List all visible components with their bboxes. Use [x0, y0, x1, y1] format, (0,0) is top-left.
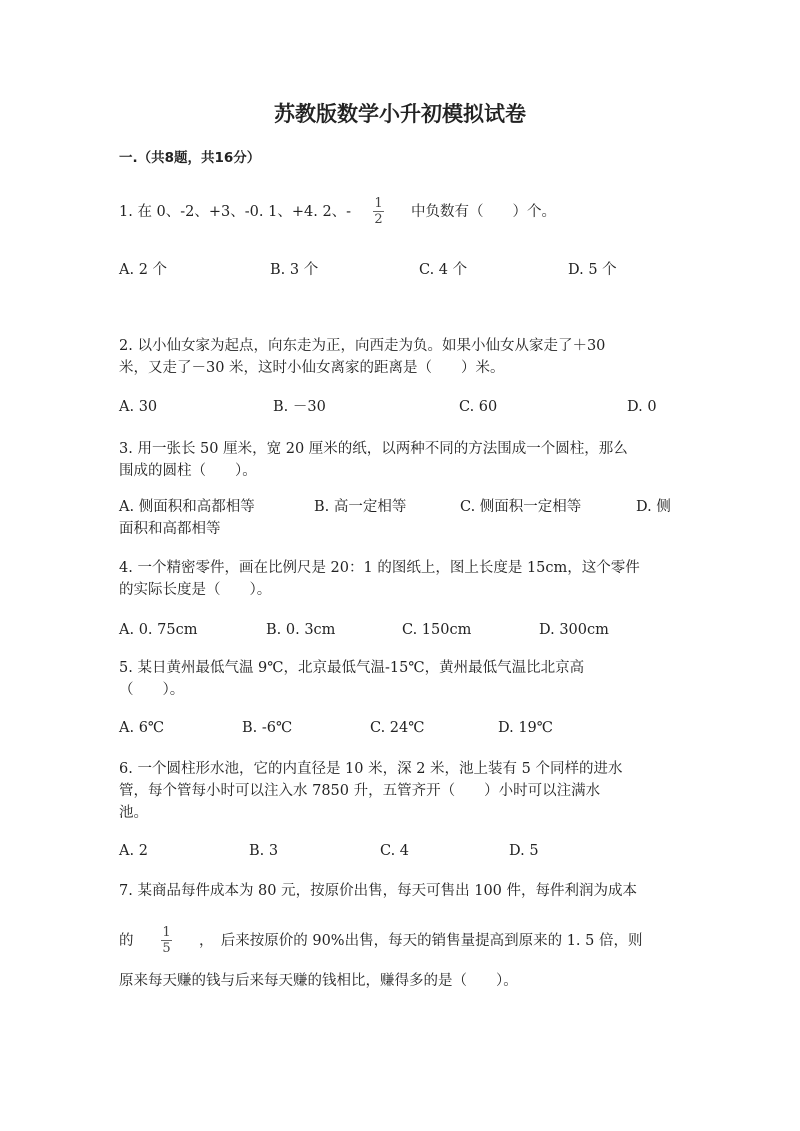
option-d[interactable]: D. 19℃ — [498, 720, 553, 736]
option-b[interactable]: B. 高一定相等 — [314, 499, 407, 515]
option-c[interactable]: C. 侧面积一定相等 — [460, 499, 582, 515]
page-title: 苏教版数学小升初模拟试卷 — [274, 101, 526, 126]
question-7-text: 原来每天赚的钱与后来每天赚的钱相比，赚得多的是（ ）。 — [119, 973, 518, 989]
fraction-one-fifth — [161, 925, 172, 956]
question-5-text: （ ）。 — [119, 682, 185, 698]
option-b[interactable]: B. 3 个 — [270, 262, 319, 278]
question-5-text: 5. 某日黄州最低气温 9℃，北京最低气温-15℃，黄州最低气温比北京高 — [119, 660, 585, 676]
option-c[interactable]: C. 4 — [380, 843, 410, 859]
question-7-text: ， 后来按原价的 90%出售，每天的销售量提高到原来的 1. 5 倍，则 — [199, 933, 643, 949]
option-a[interactable]: A. 6℃ — [119, 720, 165, 736]
question-7-text: 7. 某商品每件成本为 80 元，按原价出售，每天可售出 100 件，每件利润为成本 — [119, 883, 638, 899]
question-4-text: 的实际长度是（ ）。 — [119, 582, 272, 598]
option-d-wrap[interactable]: 面积和高都相等 — [119, 521, 221, 537]
option-b[interactable]: B. -6℃ — [242, 720, 293, 736]
question-1-text: 1. 在 0、-2、+3、-0. 1、+4. 2、- — [119, 204, 352, 220]
option-c[interactable]: C. 60 — [459, 399, 498, 415]
option-b[interactable]: B. 3 — [249, 843, 279, 859]
option-a[interactable]: A. 0. 75cm — [119, 622, 198, 638]
question-6-text: 6. 一个圆柱形水池，它的内直径是 10 米，深 2 米，池上装有 5 个同样的进水 — [119, 761, 623, 777]
question-2-text: 米，又走了－30 米，这时小仙女离家的距离是（ ）米。 — [119, 360, 505, 376]
option-d[interactable]: D. 侧 — [636, 499, 671, 515]
option-d[interactable]: D. 300cm — [539, 622, 609, 638]
option-a[interactable]: A. 30 — [119, 399, 158, 415]
fraction-numerator: 1 — [162, 925, 171, 940]
question-1-tail: 中负数有（ ）个。 — [411, 204, 556, 220]
fraction-denominator: 2 — [374, 212, 383, 227]
question-6-text: 管，每个管每小时可以注入水 7850 升，五管齐开（ ）小时可以注满水 — [119, 783, 601, 799]
question-3-text: 围成的圆柱（ ）。 — [119, 463, 257, 479]
option-c[interactable]: C. 4 个 — [419, 262, 468, 278]
option-b[interactable]: B. 0. 3cm — [266, 622, 336, 638]
option-c[interactable]: C. 24℃ — [370, 720, 425, 736]
fraction-numerator: 1 — [374, 196, 383, 211]
option-c[interactable]: C. 150cm — [402, 622, 472, 638]
option-d[interactable]: D. 0 — [627, 399, 657, 415]
option-b[interactable]: B. －30 — [273, 399, 326, 415]
question-3-text: 3. 用一张长 50 厘米，宽 20 厘米的纸，以两种不同的方法围成一个圆柱，那么 — [119, 441, 628, 457]
option-a[interactable]: A. 2 — [119, 843, 148, 859]
option-d[interactable]: D. 5 个 — [568, 262, 617, 278]
option-d[interactable]: D. 5 — [509, 843, 539, 859]
section-heading: 一.（共8题，共16分） — [119, 150, 261, 166]
question-2-text: 2. 以小仙女家为起点，向东走为正，向西走为负。如果小仙女从家走了＋30 — [119, 338, 606, 354]
question-6-text: 池。 — [119, 805, 148, 821]
fraction-denominator: 5 — [162, 941, 171, 956]
question-4-text: 4. 一个精密零件，画在比例尺是 20：1 的图纸上，图上长度是 15cm，这个零件 — [119, 560, 640, 576]
option-a[interactable]: A. 侧面积和高都相等 — [119, 499, 255, 515]
option-a[interactable]: A. 2 个 — [119, 262, 168, 278]
fraction-one-half — [373, 196, 384, 227]
question-7-text: 的 — [119, 933, 134, 949]
